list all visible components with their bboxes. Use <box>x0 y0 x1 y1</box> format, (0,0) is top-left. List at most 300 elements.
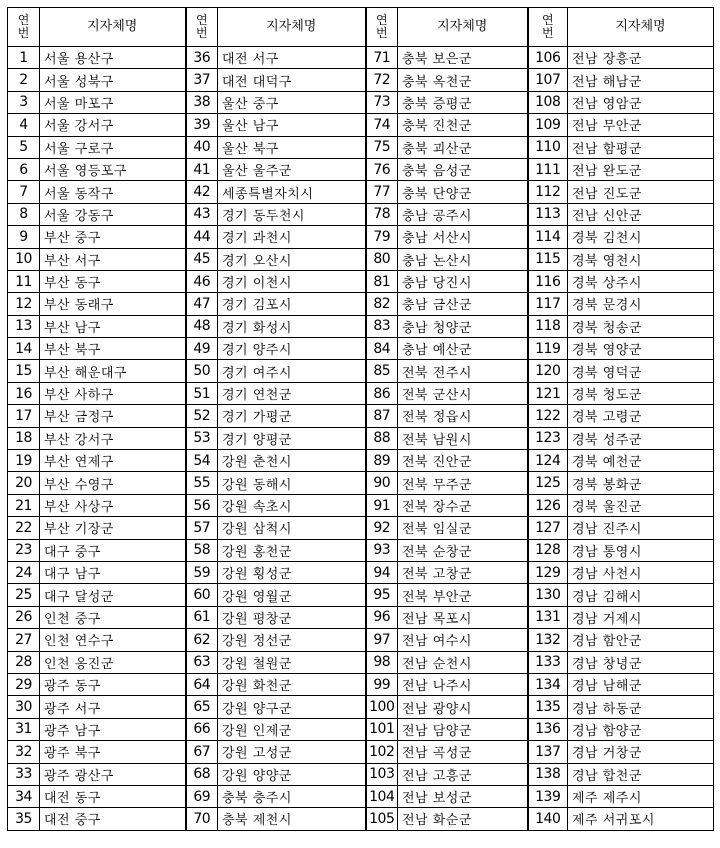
municipality-name-cell: 부산 사상구 <box>40 494 186 516</box>
municipality-name-cell: 경기 김포시 <box>218 293 366 315</box>
serial-number-cell: 36 <box>186 47 218 69</box>
municipality-name-cell: 경북 영양군 <box>568 338 714 360</box>
serial-number-cell: 4 <box>8 114 40 136</box>
serial-number-cell: 140 <box>528 808 568 830</box>
table-row <box>8 158 714 180</box>
serial-number-cell: 88 <box>366 427 398 449</box>
header-serial-number: 연 번 <box>528 8 568 47</box>
municipality-name-cell: 충남 서산시 <box>398 226 528 248</box>
municipality-name-cell: 충북 보은군 <box>398 47 528 69</box>
serial-number-cell: 128 <box>528 539 568 561</box>
serial-number-cell: 121 <box>528 382 568 404</box>
municipality-name-cell: 부산 금정구 <box>40 405 186 427</box>
header-municipality-name: 지자체명 <box>40 8 186 47</box>
serial-number-cell: 3 <box>8 91 40 113</box>
municipality-name-cell: 충북 단양군 <box>398 181 528 203</box>
serial-number-cell: 138 <box>528 763 568 785</box>
serial-number-cell: 101 <box>366 718 398 740</box>
municipality-name-cell: 경북 청도군 <box>568 382 714 404</box>
municipality-name-cell: 서울 영등포구 <box>40 158 186 180</box>
serial-number-cell: 97 <box>366 629 398 651</box>
serial-number-cell: 85 <box>366 360 398 382</box>
serial-number-cell: 92 <box>366 517 398 539</box>
serial-number-cell: 72 <box>366 69 398 91</box>
serial-number-cell: 44 <box>186 226 218 248</box>
municipality-name-cell: 경북 영천시 <box>568 248 714 270</box>
municipality-name-cell: 강원 홍천군 <box>218 539 366 561</box>
municipality-name-cell: 전남 진도군 <box>568 181 714 203</box>
municipality-name-cell: 부산 연제구 <box>40 450 186 472</box>
serial-number-cell: 81 <box>366 270 398 292</box>
municipality-name-cell: 경북 고령군 <box>568 405 714 427</box>
municipality-name-cell: 부산 남구 <box>40 315 186 337</box>
table-row <box>8 181 714 203</box>
municipality-name-cell: 전남 완도군 <box>568 158 714 180</box>
serial-number-cell: 117 <box>528 293 568 315</box>
table-row <box>8 539 714 561</box>
municipality-name-cell: 인천 중구 <box>40 606 186 628</box>
table-row <box>8 360 714 382</box>
municipality-name-cell: 울산 울주군 <box>218 158 366 180</box>
serial-number-cell: 38 <box>186 91 218 113</box>
municipality-name-cell: 경남 하동군 <box>568 696 714 718</box>
municipality-name-cell: 세종특별자치시 <box>218 181 366 203</box>
table-row <box>8 741 714 763</box>
serial-number-cell: 60 <box>186 584 218 606</box>
municipality-name-cell: 경기 과천시 <box>218 226 366 248</box>
table-row <box>8 248 714 270</box>
municipality-name-cell: 대구 중구 <box>40 539 186 561</box>
table-row <box>8 270 714 292</box>
serial-number-cell: 69 <box>186 785 218 807</box>
serial-number-cell: 76 <box>366 158 398 180</box>
municipality-name-cell: 대전 대덕구 <box>218 69 366 91</box>
serial-number-cell: 95 <box>366 584 398 606</box>
municipality-name-cell: 서울 강서구 <box>40 114 186 136</box>
serial-number-cell: 122 <box>528 405 568 427</box>
table-row <box>8 315 714 337</box>
serial-number-cell: 56 <box>186 494 218 516</box>
serial-number-cell: 93 <box>366 539 398 561</box>
serial-number-cell: 75 <box>366 136 398 158</box>
municipality-name-cell: 강원 삼척시 <box>218 517 366 539</box>
municipality-name-cell: 강원 철원군 <box>218 651 366 673</box>
serial-number-cell: 90 <box>366 472 398 494</box>
table-row <box>8 763 714 785</box>
municipality-name-cell: 대전 동구 <box>40 785 186 807</box>
municipality-name-cell: 충북 옥천군 <box>398 69 528 91</box>
municipality-name-cell: 경북 청송군 <box>568 315 714 337</box>
table-row <box>8 629 714 651</box>
serial-number-cell: 53 <box>186 427 218 449</box>
serial-number-cell: 70 <box>186 808 218 830</box>
municipality-name-cell: 전북 장수군 <box>398 494 528 516</box>
serial-number-cell: 50 <box>186 360 218 382</box>
serial-number-cell: 55 <box>186 472 218 494</box>
municipality-name-cell: 경북 상주시 <box>568 270 714 292</box>
municipality-name-cell: 전남 함평군 <box>568 136 714 158</box>
serial-number-cell: 89 <box>366 450 398 472</box>
municipality-name-cell: 서울 용산구 <box>40 47 186 69</box>
serial-number-cell: 8 <box>8 203 40 225</box>
serial-number-cell: 49 <box>186 338 218 360</box>
municipality-name-cell: 경남 통영시 <box>568 539 714 561</box>
table-row <box>8 203 714 225</box>
serial-number-cell: 82 <box>366 293 398 315</box>
municipality-name-cell: 충남 당진시 <box>398 270 528 292</box>
serial-number-cell: 77 <box>366 181 398 203</box>
header-municipality-name: 지자체명 <box>398 8 528 47</box>
serial-number-cell: 105 <box>366 808 398 830</box>
table-row <box>8 561 714 583</box>
municipality-name-cell: 전북 전주시 <box>398 360 528 382</box>
table-row <box>8 808 714 830</box>
municipality-name-cell: 전남 신안군 <box>568 203 714 225</box>
serial-number-cell: 12 <box>8 293 40 315</box>
municipality-name-cell: 전북 군산시 <box>398 382 528 404</box>
municipality-name-cell: 광주 동구 <box>40 673 186 695</box>
serial-number-cell: 127 <box>528 517 568 539</box>
serial-number-cell: 18 <box>8 427 40 449</box>
serial-number-cell: 94 <box>366 561 398 583</box>
serial-number-cell: 19 <box>8 450 40 472</box>
serial-number-cell: 21 <box>8 494 40 516</box>
municipality-name-cell: 경북 영덕군 <box>568 360 714 382</box>
serial-number-cell: 23 <box>8 539 40 561</box>
header-serial-number: 연 번 <box>366 8 398 47</box>
municipality-name-cell: 제주 서귀포시 <box>568 808 714 830</box>
municipality-name-cell: 충남 논산시 <box>398 248 528 270</box>
municipality-name-cell: 전북 임실군 <box>398 517 528 539</box>
serial-number-cell: 103 <box>366 763 398 785</box>
serial-number-cell: 107 <box>528 69 568 91</box>
table-row <box>8 785 714 807</box>
serial-number-cell: 73 <box>366 91 398 113</box>
table-row <box>8 338 714 360</box>
serial-number-cell: 115 <box>528 248 568 270</box>
serial-number-cell: 62 <box>186 629 218 651</box>
municipality-name-cell: 경기 가평군 <box>218 405 366 427</box>
serial-number-cell: 11 <box>8 270 40 292</box>
municipality-name-cell: 전남 나주시 <box>398 673 528 695</box>
municipality-name-cell: 서울 구로구 <box>40 136 186 158</box>
serial-number-cell: 125 <box>528 472 568 494</box>
serial-number-cell: 120 <box>528 360 568 382</box>
municipality-name-cell: 전남 보성군 <box>398 785 528 807</box>
municipality-name-cell: 강원 양구군 <box>218 696 366 718</box>
serial-number-cell: 27 <box>8 629 40 651</box>
municipality-name-cell: 광주 북구 <box>40 741 186 763</box>
municipality-name-cell: 경남 합천군 <box>568 763 714 785</box>
serial-number-cell: 130 <box>528 584 568 606</box>
municipality-name-cell: 대구 달성군 <box>40 584 186 606</box>
table-body <box>8 47 714 831</box>
municipality-name-cell: 인천 연수구 <box>40 629 186 651</box>
municipality-name-cell: 전남 곡성군 <box>398 741 528 763</box>
serial-number-cell: 32 <box>8 741 40 763</box>
municipality-name-cell: 경기 양주시 <box>218 338 366 360</box>
municipality-name-cell: 경남 김해시 <box>568 584 714 606</box>
serial-number-cell: 84 <box>366 338 398 360</box>
table-row <box>8 293 714 315</box>
municipality-name-cell: 대전 중구 <box>40 808 186 830</box>
municipality-name-cell: 전남 목포시 <box>398 606 528 628</box>
header-row <box>8 8 714 47</box>
table-row <box>8 226 714 248</box>
serial-number-cell: 63 <box>186 651 218 673</box>
serial-number-cell: 6 <box>8 158 40 180</box>
serial-number-cell: 20 <box>8 472 40 494</box>
serial-number-cell: 129 <box>528 561 568 583</box>
serial-number-cell: 87 <box>366 405 398 427</box>
serial-number-cell: 46 <box>186 270 218 292</box>
serial-number-cell: 65 <box>186 696 218 718</box>
table-row <box>8 91 714 113</box>
serial-number-cell: 9 <box>8 226 40 248</box>
municipality-name-cell: 경남 함양군 <box>568 718 714 740</box>
serial-number-cell: 48 <box>186 315 218 337</box>
serial-number-cell: 15 <box>8 360 40 382</box>
header-serial-number: 연 번 <box>8 8 40 47</box>
municipality-name-cell: 부산 수영구 <box>40 472 186 494</box>
serial-number-cell: 108 <box>528 91 568 113</box>
table-row <box>8 472 714 494</box>
serial-number-cell: 124 <box>528 450 568 472</box>
header-municipality-name: 지자체명 <box>218 8 366 47</box>
table-row <box>8 136 714 158</box>
municipality-name-cell: 경기 오산시 <box>218 248 366 270</box>
municipality-name-cell: 부산 동구 <box>40 270 186 292</box>
municipality-name-cell: 강원 인제군 <box>218 718 366 740</box>
municipality-name-cell: 서울 강동구 <box>40 203 186 225</box>
municipality-name-cell: 전북 무주군 <box>398 472 528 494</box>
municipality-name-cell: 강원 춘천시 <box>218 450 366 472</box>
serial-number-cell: 112 <box>528 181 568 203</box>
table-row <box>8 47 714 69</box>
municipality-name-cell: 전남 해남군 <box>568 69 714 91</box>
serial-number-cell: 137 <box>528 741 568 763</box>
serial-number-cell: 58 <box>186 539 218 561</box>
serial-number-cell: 39 <box>186 114 218 136</box>
table-row <box>8 584 714 606</box>
table-row <box>8 427 714 449</box>
serial-number-cell: 86 <box>366 382 398 404</box>
serial-number-cell: 116 <box>528 270 568 292</box>
serial-number-cell: 126 <box>528 494 568 516</box>
serial-number-cell: 43 <box>186 203 218 225</box>
table-row <box>8 382 714 404</box>
header-municipality-name: 지자체명 <box>568 8 714 47</box>
municipality-name-cell: 충북 음성군 <box>398 158 528 180</box>
municipality-name-cell: 광주 남구 <box>40 718 186 740</box>
municipality-name-cell: 강원 영월군 <box>218 584 366 606</box>
municipality-name-cell: 충북 제천시 <box>218 808 366 830</box>
municipality-name-cell: 전북 부안군 <box>398 584 528 606</box>
table-row <box>8 517 714 539</box>
serial-number-cell: 96 <box>366 606 398 628</box>
serial-number-cell: 35 <box>8 808 40 830</box>
serial-number-cell: 16 <box>8 382 40 404</box>
serial-number-cell: 83 <box>366 315 398 337</box>
serial-number-cell: 26 <box>8 606 40 628</box>
serial-number-cell: 64 <box>186 673 218 695</box>
municipality-name-cell: 서울 동작구 <box>40 181 186 203</box>
municipality-name-cell: 전남 장흥군 <box>568 47 714 69</box>
municipality-name-cell: 충북 증평군 <box>398 91 528 113</box>
municipality-name-cell: 전북 남원시 <box>398 427 528 449</box>
table-row <box>8 606 714 628</box>
municipality-name-cell: 부산 동래구 <box>40 293 186 315</box>
serial-number-cell: 74 <box>366 114 398 136</box>
municipality-name-cell: 경기 연천군 <box>218 382 366 404</box>
municipality-name-cell: 충북 괴산군 <box>398 136 528 158</box>
municipality-name-cell: 서울 마포구 <box>40 91 186 113</box>
municipality-name-cell: 충남 청양군 <box>398 315 528 337</box>
serial-number-cell: 45 <box>186 248 218 270</box>
municipality-name-cell: 전북 순창군 <box>398 539 528 561</box>
table-row <box>8 696 714 718</box>
serial-number-cell: 136 <box>528 718 568 740</box>
municipality-name-cell: 경남 진주시 <box>568 517 714 539</box>
municipality-name-cell: 전남 화순군 <box>398 808 528 830</box>
municipality-name-cell: 대구 남구 <box>40 561 186 583</box>
table-row <box>8 673 714 695</box>
header-serial-number: 연 번 <box>186 8 218 47</box>
municipality-name-cell: 강원 양양군 <box>218 763 366 785</box>
municipality-name-cell: 강원 횡성군 <box>218 561 366 583</box>
serial-number-cell: 29 <box>8 673 40 695</box>
municipality-name-cell: 전남 광양시 <box>398 696 528 718</box>
serial-number-cell: 57 <box>186 517 218 539</box>
serial-number-cell: 37 <box>186 69 218 91</box>
table-row <box>8 450 714 472</box>
municipality-name-cell: 서울 성북구 <box>40 69 186 91</box>
municipality-name-cell: 강원 고성군 <box>218 741 366 763</box>
serial-number-cell: 80 <box>366 248 398 270</box>
municipality-name-cell: 전남 순천시 <box>398 651 528 673</box>
municipality-name-cell: 경기 화성시 <box>218 315 366 337</box>
municipality-name-cell: 충남 예산군 <box>398 338 528 360</box>
municipality-name-cell: 울산 북구 <box>218 136 366 158</box>
serial-number-cell: 106 <box>528 47 568 69</box>
serial-number-cell: 33 <box>8 763 40 785</box>
serial-number-cell: 119 <box>528 338 568 360</box>
serial-number-cell: 131 <box>528 606 568 628</box>
municipality-name-cell: 경북 예천군 <box>568 450 714 472</box>
serial-number-cell: 98 <box>366 651 398 673</box>
table-row <box>8 651 714 673</box>
serial-number-cell: 67 <box>186 741 218 763</box>
municipality-name-cell: 충남 공주시 <box>398 203 528 225</box>
serial-number-cell: 25 <box>8 584 40 606</box>
serial-number-cell: 111 <box>528 158 568 180</box>
municipality-name-cell: 충북 진천군 <box>398 114 528 136</box>
municipality-name-cell: 부산 중구 <box>40 226 186 248</box>
serial-number-cell: 40 <box>186 136 218 158</box>
serial-number-cell: 41 <box>186 158 218 180</box>
municipality-name-cell: 전남 무안군 <box>568 114 714 136</box>
municipality-name-cell: 경기 양평군 <box>218 427 366 449</box>
serial-number-cell: 118 <box>528 315 568 337</box>
municipality-name-cell: 강원 동해시 <box>218 472 366 494</box>
serial-number-cell: 42 <box>186 181 218 203</box>
municipality-name-cell: 전북 진안군 <box>398 450 528 472</box>
municipality-name-cell: 강원 정선군 <box>218 629 366 651</box>
municipality-name-cell: 제주 제주시 <box>568 785 714 807</box>
serial-number-cell: 66 <box>186 718 218 740</box>
serial-number-cell: 91 <box>366 494 398 516</box>
municipality-name-cell: 경북 김천시 <box>568 226 714 248</box>
municipality-name-cell: 부산 북구 <box>40 338 186 360</box>
municipality-name-cell: 경남 사천시 <box>568 561 714 583</box>
serial-number-cell: 31 <box>8 718 40 740</box>
municipality-name-cell: 부산 강서구 <box>40 427 186 449</box>
municipality-name-cell: 전남 고흥군 <box>398 763 528 785</box>
municipality-name-cell: 경북 문경시 <box>568 293 714 315</box>
municipality-name-cell: 경남 거창군 <box>568 741 714 763</box>
serial-number-cell: 1 <box>8 47 40 69</box>
serial-number-cell: 133 <box>528 651 568 673</box>
municipality-table <box>7 7 714 831</box>
serial-number-cell: 113 <box>528 203 568 225</box>
municipality-name-cell: 부산 해운대구 <box>40 360 186 382</box>
municipality-name-cell: 경기 이천시 <box>218 270 366 292</box>
municipality-name-cell: 경기 동두천시 <box>218 203 366 225</box>
serial-number-cell: 114 <box>528 226 568 248</box>
serial-number-cell: 59 <box>186 561 218 583</box>
municipality-name-cell: 광주 광산구 <box>40 763 186 785</box>
municipality-name-cell: 경북 울진군 <box>568 494 714 516</box>
serial-number-cell: 30 <box>8 696 40 718</box>
municipality-name-cell: 부산 사하구 <box>40 382 186 404</box>
serial-number-cell: 61 <box>186 606 218 628</box>
municipality-name-cell: 대전 서구 <box>218 47 366 69</box>
serial-number-cell: 52 <box>186 405 218 427</box>
table-row <box>8 494 714 516</box>
municipality-name-cell: 전남 여수시 <box>398 629 528 651</box>
serial-number-cell: 123 <box>528 427 568 449</box>
serial-number-cell: 54 <box>186 450 218 472</box>
serial-number-cell: 135 <box>528 696 568 718</box>
serial-number-cell: 79 <box>366 226 398 248</box>
serial-number-cell: 110 <box>528 136 568 158</box>
serial-number-cell: 139 <box>528 785 568 807</box>
serial-number-cell: 109 <box>528 114 568 136</box>
serial-number-cell: 51 <box>186 382 218 404</box>
municipality-name-cell: 충남 금산군 <box>398 293 528 315</box>
serial-number-cell: 99 <box>366 673 398 695</box>
municipality-name-cell: 광주 서구 <box>40 696 186 718</box>
serial-number-cell: 47 <box>186 293 218 315</box>
municipality-name-cell: 경남 거제시 <box>568 606 714 628</box>
municipality-name-cell: 강원 화천군 <box>218 673 366 695</box>
serial-number-cell: 102 <box>366 741 398 763</box>
municipality-name-cell: 전북 고창군 <box>398 561 528 583</box>
serial-number-cell: 100 <box>366 696 398 718</box>
serial-number-cell: 17 <box>8 405 40 427</box>
serial-number-cell: 13 <box>8 315 40 337</box>
serial-number-cell: 68 <box>186 763 218 785</box>
serial-number-cell: 134 <box>528 673 568 695</box>
serial-number-cell: 132 <box>528 629 568 651</box>
municipality-name-cell: 울산 남구 <box>218 114 366 136</box>
serial-number-cell: 78 <box>366 203 398 225</box>
municipality-name-cell: 부산 서구 <box>40 248 186 270</box>
serial-number-cell: 5 <box>8 136 40 158</box>
serial-number-cell: 10 <box>8 248 40 270</box>
table-row <box>8 69 714 91</box>
municipality-name-cell: 경남 창녕군 <box>568 651 714 673</box>
